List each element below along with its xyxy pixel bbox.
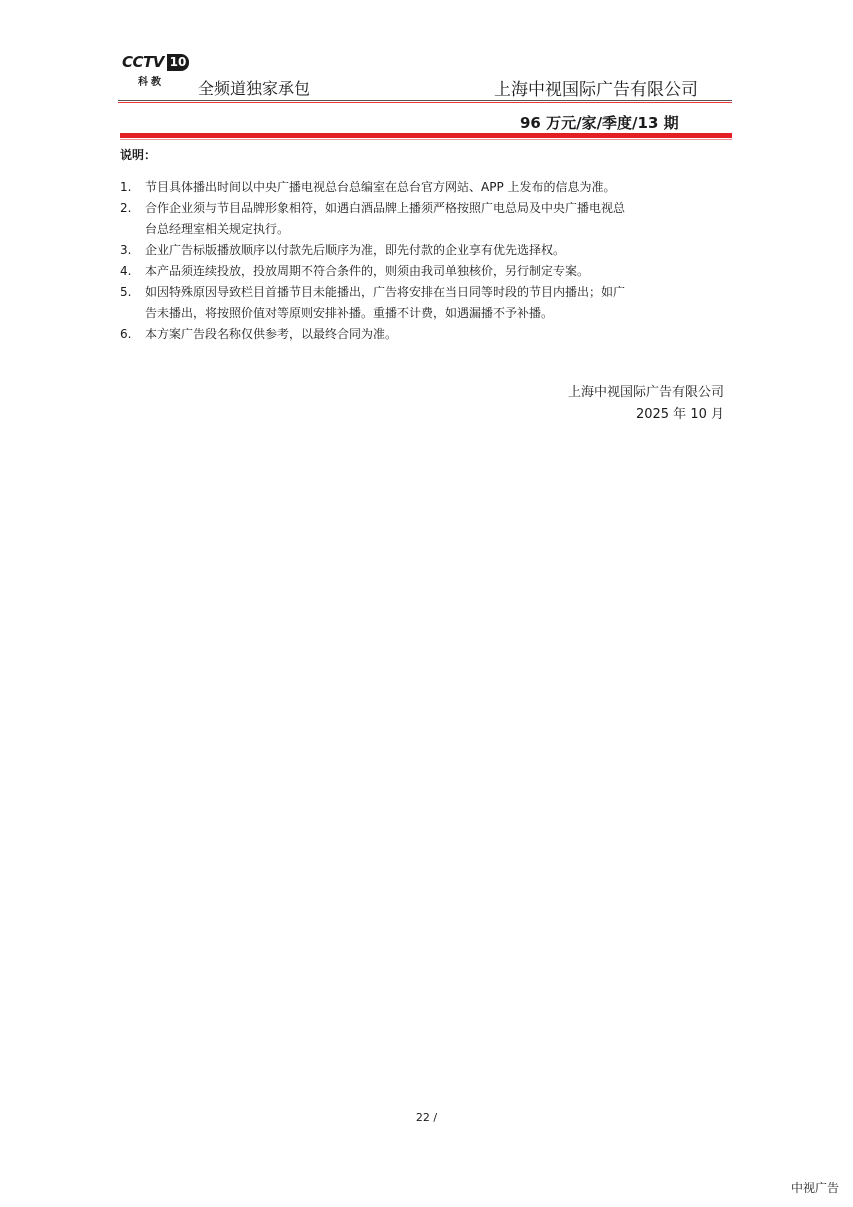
list-item-text-line: 如因特殊原因导致栏目首播节目未能播出，广告将安排在当日同等时段的节目内播出；如广	[145, 285, 626, 299]
header-company-name: 上海中视国际广告有限公司	[494, 80, 698, 100]
list-item-text: 本产品须连续投放，投放周期不符合条件的，则须由我司单独核价，另行制定专案。	[145, 264, 590, 278]
list-item-text: 节目具体播出时间以中央广播电视总台总编室在总台官方网站、APP 上发布的信息为准。	[145, 180, 616, 194]
list-item-number: 6.	[120, 327, 132, 341]
list-item	[120, 324, 680, 345]
cctv10-logo	[122, 54, 190, 88]
signature-date: 2025 年 10 月	[635, 407, 724, 422]
notes-list	[120, 177, 680, 345]
watermark-label: 中视广告	[790, 1181, 839, 1195]
notes-title: 说明：	[120, 148, 157, 162]
list-item-number: 1.	[120, 180, 132, 194]
signature-company: 上海中视国际广告有限公司	[567, 385, 724, 400]
list-item	[120, 240, 680, 261]
logo-subtitle: 科教	[138, 77, 164, 88]
list-item-text: 本方案广告段名称仅供参考，以最终合同为准。	[145, 327, 398, 341]
red-banner-rule-underline	[120, 139, 732, 140]
header-left-title: 全频道独家承包	[198, 79, 311, 98]
header-divider-red	[118, 102, 732, 103]
list-item-text-line: 台总经理室相关规定执行。	[145, 222, 290, 236]
logo-channel-badge: 10	[167, 54, 189, 71]
list-item-number: 5.	[120, 285, 132, 299]
header-divider	[118, 100, 732, 101]
list-item	[120, 282, 680, 324]
list-item	[120, 198, 680, 240]
list-item-number: 3.	[120, 243, 132, 257]
list-item-text: 企业广告标版播放顺序以付款先后顺序为准，即先付款的企业享有优先选择权。	[145, 243, 566, 257]
list-item-text-line: 告未播出，将按照价值对等原则安排补播。重播不计费，如遇漏播不予补播。	[145, 306, 554, 320]
logo-text: CCTV	[122, 53, 164, 71]
list-item	[120, 261, 680, 282]
page-number: 22 /	[415, 1111, 438, 1124]
list-item	[120, 177, 680, 198]
list-item-number: 4.	[120, 264, 132, 278]
red-banner-rule	[120, 133, 732, 138]
list-item-text-line: 合作企业须与节目品牌形象相符，如遇白酒品牌上播须严格按照广电总局及中央广播电视总	[145, 201, 626, 215]
price-label: 96 万元/家/季度/13 期	[520, 114, 679, 132]
list-item-number: 2.	[120, 201, 132, 215]
